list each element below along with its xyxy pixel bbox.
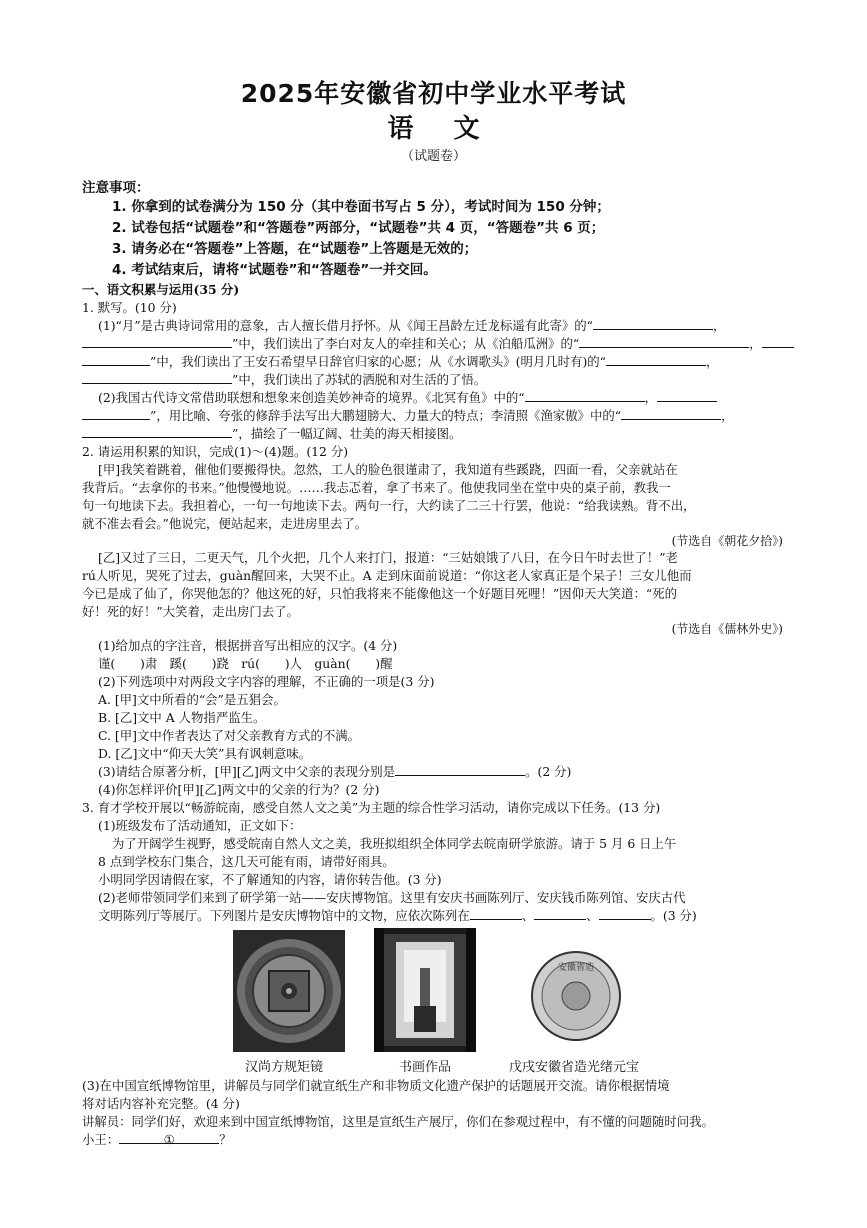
passage-jia-line: 我背后。“去拿你的书来。”他慢慢地说。……我忐忑着，拿了书来了。他使我同坐在堂中央的桌子前，教我一	[82, 480, 671, 495]
q1-part2-line1: (2)我国古代诗文常借助联想和想象来创造美妙神奇的境界。《北冥有鱼》中的“ ，	[98, 390, 810, 406]
q1-part1-line3: ”中，我们读出了王安石希望早日辞官归家的心愿；从《水调歌头》(明月几时有)的“ ，	[82, 354, 794, 370]
q1-text: ”中，我们读出了苏轼的洒脱和对生活的了悟。	[232, 372, 487, 387]
q3-sub3-line1: (3)在中国宣纸博物馆里，讲解员与同学们就宣纸生产和非物质文化遗产保护的话题展开交流。请你根据情境	[82, 1078, 670, 1093]
answer-blank[interactable]	[657, 390, 717, 402]
coin-inscription: 安徽省造	[557, 963, 595, 973]
answer-blank[interactable]	[579, 336, 749, 348]
answer-blank[interactable]	[470, 908, 522, 920]
image-caption: 戊戌安徽省造光绪元宝	[509, 1060, 640, 1075]
image-caption: 书画作品	[399, 1060, 452, 1075]
notes-heading: 注意事项：	[82, 180, 150, 196]
option-d: D. [乙]文中“仰天大笑”具有讽刺意味。	[98, 746, 312, 761]
q3-sub1: (1)班级发布了活动通知，正文如下：	[98, 818, 302, 833]
painting-gallery-image	[374, 928, 476, 1052]
q3-sub3-line2: 将对话内容补充完整。(4 分)	[82, 1096, 240, 1111]
passage-jia-line: [甲]我笑着跳着，催他们要搬得快。忽然，工人的脸色很谨肃了，我知道有些蹊跷，四面一看，父亲就站在	[98, 462, 678, 477]
answer-blank[interactable]	[525, 390, 645, 402]
q1-part2-line3	[82, 426, 794, 442]
notice-line: 为了开阔学生视野，感受皖南自然人文之美，我班拟组织全体同学去皖南研学旅游。请于 5 月 6 日上午	[112, 836, 677, 851]
q1-text: ”中，我们读出了王安石希望早日辞官归家的心愿；从《水调歌头》(明月几时有)的“	[150, 354, 607, 369]
passage-yi-line: 今已是成了仙了，你哭他怎的？他这死的好，只怕我将来不能像他这一个好题目死哩！”因仰天大笑道：“死的	[82, 586, 678, 601]
q2-title: 2. 请运用积累的知识，完成(1)～(4)题。(12 分)	[82, 444, 349, 459]
q3-text: 文明陈列厅等展厅。下列图片是安庆博物馆中的文物，应依次陈列在	[98, 908, 470, 923]
q1-part1-line1: (1)“月”是古典诗词常用的意象，古人擅长借月抒怀。从《闻王昌龄左迁龙标遥有此寄》的“ ，	[98, 318, 726, 333]
option-b: B. [乙]文中 A 人物指严监生。	[98, 710, 266, 725]
answer-blank[interactable]	[762, 336, 794, 348]
blank-marker: ①	[163, 1132, 175, 1147]
note-item: 4. 考试结束后，请将“试题卷”和“答题卷”一并交回。	[112, 262, 437, 278]
q3-text: 。(3 分)	[650, 908, 697, 923]
q1-title: 1. 默写。(10 分)	[82, 300, 177, 315]
q2-sub4: (4)你怎样评价[甲][乙]两文中的父亲的行为？(2 分)	[98, 782, 380, 797]
answer-blank[interactable]	[621, 408, 721, 420]
note-item: 3. 请务必在“答题卷”上答题，在“试题卷”上答题是无效的；	[112, 241, 478, 257]
paper-subtitle: （试题卷）	[400, 149, 466, 164]
notice-line: 8 点到学校东门集合，这几天可能有雨，请带好雨具。	[98, 854, 395, 869]
q1-text: (2)我国古代诗文常借助联想和想象来创造美妙神奇的境界。《北冥有鱼》中的“	[98, 390, 525, 405]
passage-jia-line: 就不准去看会。”他说完，便站起来，走进房里去了。	[82, 516, 368, 531]
q1-text: ”中，我们读出了李白对友人的牵挂和关心；从《泊船瓜洲》的“	[232, 336, 580, 351]
q2-text: 。(2 分)	[525, 764, 572, 779]
silver-coin-image	[530, 950, 622, 1042]
passage-yi-line: 好！死的好！”大笑着，走出房门去了。	[82, 604, 299, 619]
q2-sub1-items: 谨( )肃 蹊( )跷 rú( )人 guàn( )醒	[98, 656, 393, 671]
note-item: 1. 你拿到的试卷满分为 150 分（其中卷面书写占 5 分），考试时间为 150 分钟；	[112, 199, 610, 215]
dialog-line	[82, 1132, 794, 1148]
notice-line: 小明同学因请假在家，不了解通知的内容，请你转告他。(3 分)	[98, 872, 442, 887]
answer-blank[interactable]	[82, 408, 150, 420]
q1-part1-line4	[82, 372, 794, 388]
answer-blank[interactable]	[82, 354, 150, 366]
answer-blank[interactable]	[606, 354, 706, 366]
exam-title: 2025年安徽省初中学业水平考试	[240, 79, 627, 108]
dialog-speaker: 小王：	[82, 1132, 120, 1147]
q1-text: (1)“月”是古典诗词常用的意象，古人擅长借月抒怀。从《闻王昌龄左迁龙标遥有此寄》的“	[98, 318, 594, 333]
bronze-mirror-image	[233, 930, 345, 1052]
image-caption: 汉尚方规矩镜	[245, 1060, 324, 1075]
note-item: 2. 试卷包括“试题卷”和“答题卷”两部分，“试题卷”共 4 页，“答题卷”共 6 页；	[112, 220, 605, 236]
answer-blank[interactable]	[119, 1132, 219, 1147]
answer-blank[interactable]	[534, 908, 586, 920]
dialog-text: ？	[219, 1132, 232, 1147]
option-a: A. [甲]文中所看的“会”是五猖会。	[98, 692, 286, 707]
answer-blank[interactable]	[82, 426, 232, 438]
answer-blank[interactable]	[599, 908, 651, 920]
section-heading: 一、语文积累与运用(35 分)	[82, 282, 240, 297]
q3-sub2-line2: 文明陈列厅等展厅。下列图片是安庆博物馆中的文物，应依次陈列在 、 、 。(3 分)	[98, 908, 697, 923]
q2-sub1: (1)给加点的字注音，根据拼音写出相应的汉字。(4 分)	[98, 638, 398, 653]
option-c: C. [甲]文中作者表达了对父亲教育方式的不满。	[98, 728, 361, 743]
dialog-line: 讲解员：同学们好，欢迎来到中国宣纸博物馆，这里是宣纸生产展厅，你们在参观过程中，有不懂的问题随时问我。	[82, 1114, 714, 1129]
answer-blank[interactable]	[82, 336, 232, 348]
q2-text: (3)请结合原著分析，[甲][乙]两文中父亲的表现分别是	[98, 764, 396, 779]
q1-text: ”，描绘了一幅辽阔、壮美的海天相接图。	[232, 426, 462, 441]
answer-blank[interactable]	[395, 764, 525, 776]
answer-blank[interactable]	[593, 318, 713, 330]
q3-title: 3. 育才学校开展以“畅游皖南，感受自然人文之美”为主题的综合性学习活动，请你完成以下任务。(13 分)	[82, 800, 661, 815]
subject-title: 语文	[387, 114, 520, 144]
q1-part1-line2: ”中，我们读出了李白对友人的牵挂和关心；从《泊船瓜洲》的“ ，	[82, 336, 794, 352]
q2-sub2: (2)下列选项中对两段文字内容的理解，不正确的一项是(3 分)	[98, 674, 435, 689]
passage-yi-line: rú人听见，哭死了过去，guàn醒回来，大哭不止。A 走到床面前说道：“你这老人家真正是个呆子！三女儿他而	[82, 568, 692, 583]
answer-blank[interactable]	[82, 372, 232, 384]
q1-text: ”，用比喻、夸张的修辞手法写出大鹏翅膀大、力量大的特点；李清照《渔家傲》中的“	[150, 408, 622, 423]
passage-yi-line: [乙]又过了三日，二更天气，几个火把，几个人来打门，报道：“三姑娘饿了八日，在今日午时去世了！”老	[98, 550, 678, 565]
q2-sub3	[98, 764, 810, 780]
q3-sub2-line1: (2)老师带领同学们来到了研学第一站——安庆博物馆。这里有安庆书画陈列厅、安庆钱币陈列馆、安庆古代	[98, 890, 686, 905]
passage-jia-source: (节选自《朝花夕拾》)	[671, 534, 783, 548]
passage-jia-line: 句一句地读下去。我担着心，一句一句地读下去。两句一行，大约读了二三十行罢，他说：“给我读熟。背不出，	[82, 498, 696, 513]
q1-part2-line2: ”，用比喻、夸张的修辞手法写出大鹏翅膀大、力量大的特点；李清照《渔家傲》中的“ ，	[82, 408, 794, 424]
passage-yi-source: (节选自《儒林外史》)	[671, 622, 783, 636]
